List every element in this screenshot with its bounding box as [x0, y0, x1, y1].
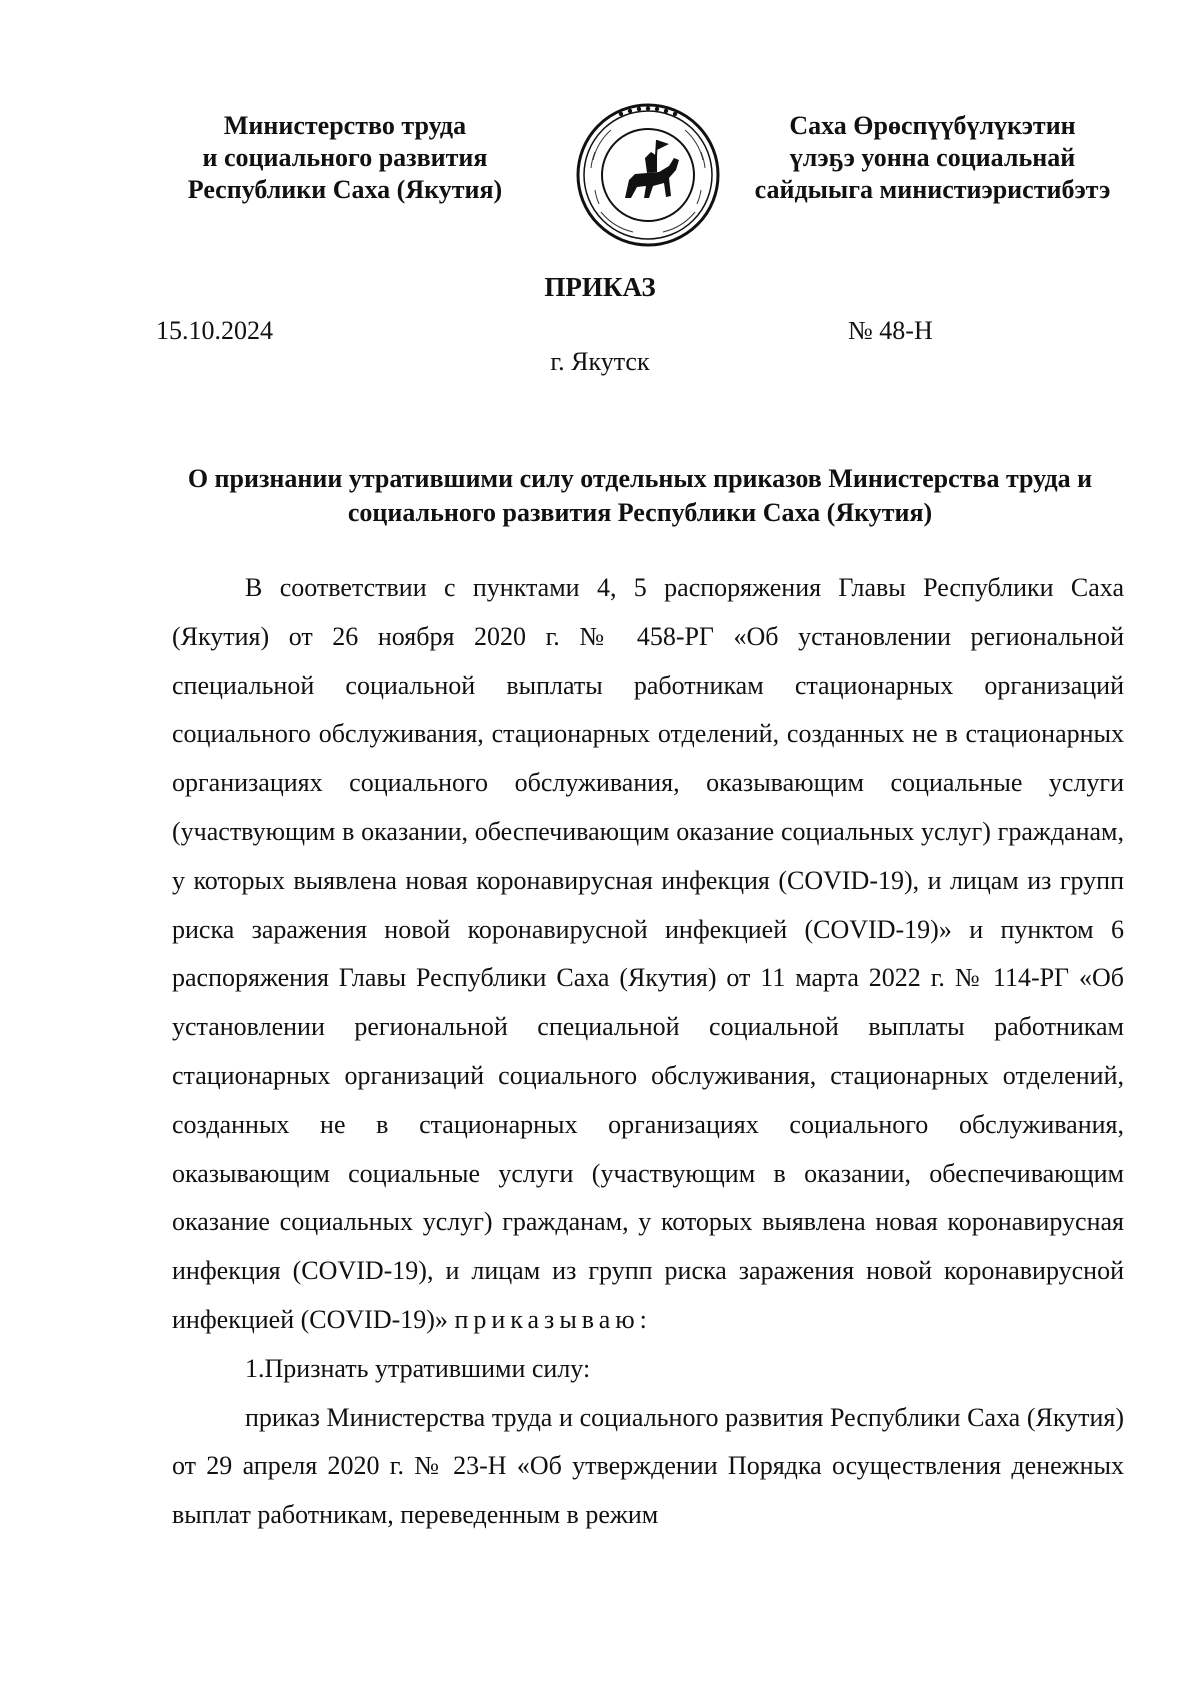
paragraph-preamble [172, 564, 1124, 1345]
ministry-name-yakut [735, 110, 1130, 206]
document-number: № 48-Н [848, 316, 933, 345]
document-title: О признании утратившими силу отдельных приказов Министерства труда и социального развития Республики Саха (Якутия) [187, 464, 1093, 527]
ministry-name-line: Саха Өрөспүүбүлүкэтин [789, 111, 1076, 140]
document-date: 15.10.2024 [156, 316, 273, 345]
preamble-text: В соответствии с пунктами 4, 5 распоряжения Главы Республики Саха (Якутия) от 26 ноября 2020 г. № 458-РГ «Об установлении региональной специальной социальной выплаты работникам стационарных организаций социального обслуживания, стационарных отделений, созданных не в стационарных организациях социального обслуживания, оказывающим социальные услуги (участвующим в оказании, обеспечивающим оказание социальных услуг) гражданам, у которых выявлена новая коронавирусная инфекция (COVID-19), и лицам из групп риска заражения новой коронавирусной инфекцией (COVID-19)» и пунктом 6 распоряжения Главы Республики Саха (Якутия) от 11 марта 2022 г. № 114-РГ «Об установлении региональной специальной социальной выплаты работникам стационарных организаций социального обслуживания, стационарных отделений, созданных не в стационарных организациях социального обслуживания, оказывающим социальные услуги (участвующим в оказании, обеспечивающим оказание социальных услуг) гражданам, у которых выявлена новая коронавирусная инфекция (COVID-19), и лицам из групп риска заражения новой коронавирусной инфекцией (COVID-19)» [172, 573, 1124, 1334]
paragraph-revoked-order: приказ Министерства труда и социального развития Республики Саха (Якутия) от 29 апреля 2020 г. № 23-Н «Об утверждении Порядка осуществления денежных выплат работникам, переведенным в режим [172, 1402, 1124, 1530]
document-body [172, 564, 1124, 1540]
ministry-name-russian [150, 110, 540, 206]
ministry-name-line: Республики Саха (Якутия) [187, 175, 503, 204]
ministry-name-line: Министерство труда [223, 111, 467, 140]
document-city: г. Якутск [550, 347, 650, 376]
paragraph-item-1: 1.Признать утратившими силу: [245, 1353, 591, 1383]
republic-emblem-icon [573, 100, 723, 250]
order-word: приказываю: [454, 1304, 652, 1334]
ministry-name-line: сайдыыга министиэристибэтэ [754, 175, 1111, 204]
ministry-name-line: үлэҕэ уонна социальнай [789, 143, 1076, 172]
ministry-name-line: и социального развития [202, 143, 488, 172]
document-type: ПРИКАЗ [544, 272, 656, 302]
